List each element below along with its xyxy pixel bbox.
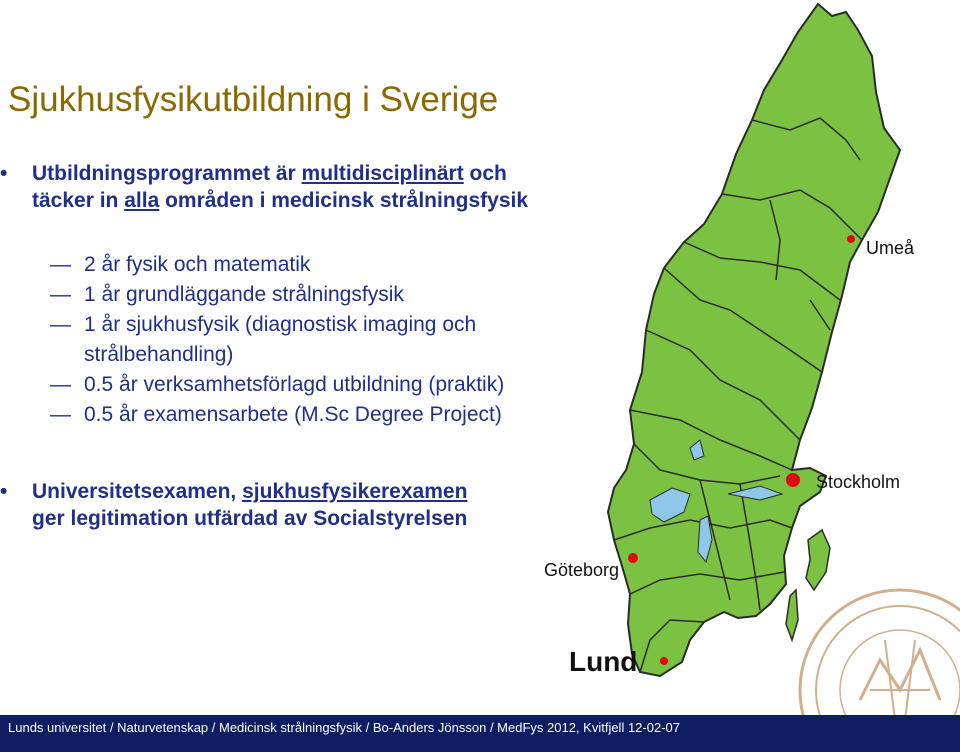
bullet2-line1-underline: sjukhusfysikerexamen	[242, 480, 468, 503]
bullet-programme	[0, 160, 528, 214]
bullet1-line2-underline: alla	[124, 189, 160, 212]
subitem-examensarbete	[50, 400, 502, 430]
umea-marker	[847, 235, 855, 243]
lund-university-seal	[800, 590, 960, 715]
subitem-text: 2 år fysik och matematik	[84, 253, 311, 276]
sweden-land	[608, 4, 900, 676]
dash-marker: —	[50, 253, 71, 276]
subitem-text: 0.5 år verksamhetsförlagd utbildning (praktik)	[84, 373, 505, 396]
subitem-text: 1 år grundläggande strålningsfysik	[84, 283, 404, 306]
slide-title: Sjukhusfysikutbildning i Sverige	[8, 80, 499, 119]
bullet-programme-text	[32, 160, 528, 214]
bullet1-line1-post: och	[463, 162, 507, 185]
bullet-dot: •	[0, 162, 8, 185]
city-label-lund: Lund	[569, 646, 638, 677]
lund-marker	[660, 657, 668, 665]
footer-text: Lunds universitet / Naturvetenskap / Medicinsk strålningsfysik / Bo-Anders Jönsson / MedFys 2012, Kvitfjell 12-02-07	[8, 720, 680, 735]
dash-marker: —	[50, 313, 71, 336]
subitem-text: 1 år sjukhusfysik (diagnostisk imaging och strålbehandling)	[84, 313, 477, 366]
subitem-praktik	[50, 370, 504, 400]
bullet1-line1-pre: Utbildningsprogrammet är	[32, 162, 302, 185]
dash-marker: —	[50, 403, 71, 426]
bullet2-line2: ger legitimation utfärdad av Socialstyrelsen	[32, 507, 468, 530]
oland	[786, 590, 798, 640]
dash-marker: —	[50, 283, 71, 306]
footer-bar	[0, 715, 960, 752]
bullet2-line1-pre: Universitetsexamen,	[32, 480, 243, 503]
subitem-text: 0.5 år examensarbete (M.Sc Degree Project)	[84, 403, 502, 426]
goteborg-marker	[628, 553, 638, 563]
city-label-goteborg: Göteborg	[544, 560, 620, 580]
subitem-fysik	[50, 250, 310, 280]
subitem-sjukhusfysik	[50, 310, 610, 370]
bullet1-line1-underline: multidisciplinärt	[301, 162, 464, 185]
city-label-stockholm: Stockholm	[816, 472, 901, 492]
bullet-examen	[0, 478, 467, 532]
gotland	[806, 530, 830, 590]
bullet-dot: •	[0, 480, 8, 503]
bullet1-line2-pre: täcker in	[32, 189, 125, 212]
stockholm-marker	[786, 473, 800, 487]
subitem-stralning	[50, 280, 404, 310]
bullet1-line2-post: områden i medicinsk strålningsfysik	[159, 189, 529, 212]
dash-marker: —	[50, 373, 71, 396]
bullet-examen-text	[32, 478, 467, 532]
city-label-umea: Umeå	[866, 238, 915, 258]
